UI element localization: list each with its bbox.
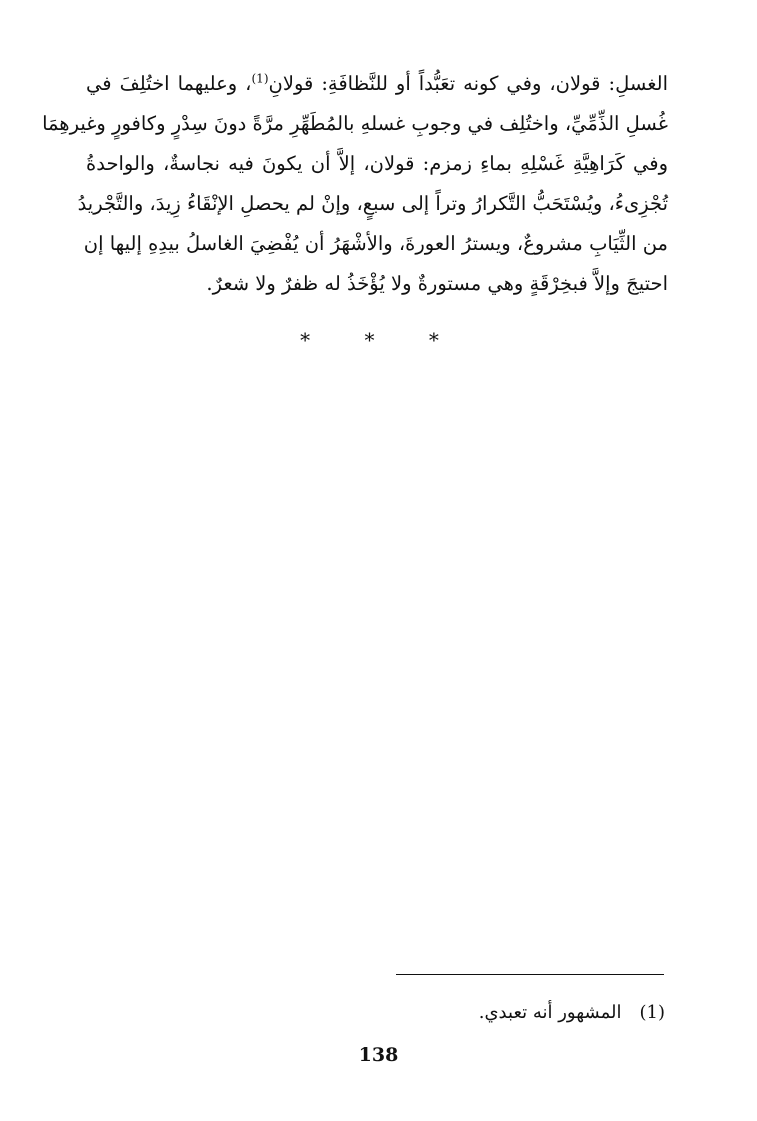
main-text	[42, 64, 669, 304]
text-line-6: احتيجَ وإلاَّ فبخِرْقَةٍ وهي مستورةٌ ولا يُؤْخَذُ له ظفرٌ ولا شعرٌ.	[206, 272, 668, 295]
separator-asterisk: *	[364, 328, 393, 352]
text-line-1	[86, 64, 668, 104]
section-separator	[0, 328, 757, 352]
footnote-text: المشهور أنه تعبدي.	[478, 1002, 622, 1023]
text-line-2: غُسلِ الذِّمِّيِّ، واختُلِف في وجوبِ غسلهِ بالمُطَهِّرِ مرَّةً دونَ سِدْرٍ وكافورٍ وغيرهِمَا	[42, 112, 668, 135]
separator-asterisk: *	[428, 328, 457, 352]
page-number: 138	[358, 1044, 399, 1066]
text-line-3: وفي كَرَاهِيَّةِ غَسْلِهِ بماءِ زمزم: قولان، إلاَّ أن يكونَ فيه نجاسةٌ، والواحدةُ	[86, 152, 668, 175]
footnote	[479, 1002, 665, 1023]
text-line-1-start: الغسلِ: قولان، وفي كونه تعَبُّداً أو للنَّظافَةِ: قولانِ	[268, 72, 669, 95]
footnote-reference[interactable]: (1)	[251, 71, 269, 86]
separator-asterisk: *	[300, 328, 329, 352]
footnote-number: (1)	[639, 1002, 665, 1023]
text-line-5: من الثِّيَابِ مشروعٌ، ويسترُ العورةَ، والأشْهَرُ أن يُفْضِيَ الغاسلُ بيدِهِ إليها إن	[83, 232, 668, 255]
text-line-1-end: ، وعليهما اختُلِفَ في	[86, 72, 252, 95]
footnote-divider	[396, 974, 664, 975]
text-line-4: تُجْزِىءُ، ويُسْتَحَبُّ التَّكرارُ وتراً إلى سبعٍ، وإنْ لم يحصلِ الإنْقَاءُ زِيدَ، والتَّجْريدُ	[77, 192, 668, 215]
